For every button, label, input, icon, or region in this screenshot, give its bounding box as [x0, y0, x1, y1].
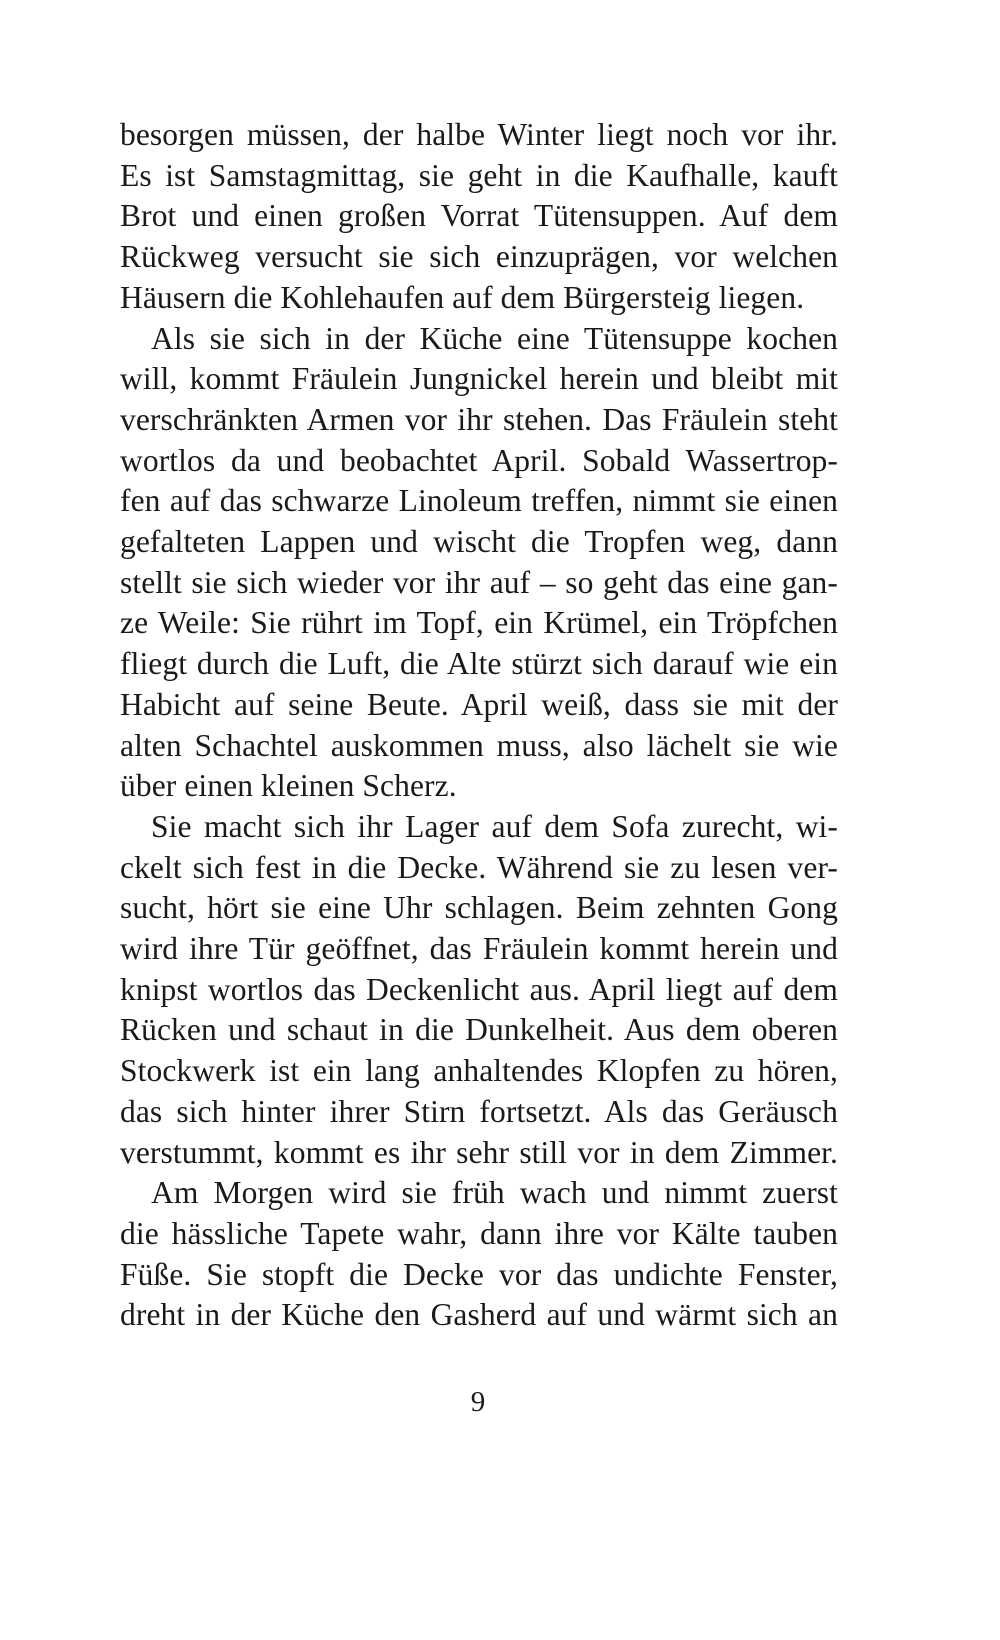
text-line: sucht, hört sie eine Uhr schlagen. Beim zehnten Gong: [120, 890, 838, 926]
text-line: will, kommt Fräulein Jungnickel herein und bleibt mit: [120, 361, 838, 397]
paragraph-2: [120, 319, 838, 807]
text-line: das sich hinter ihrer Stirn fortsetzt. Als das Geräusch: [120, 1093, 838, 1129]
text-line: Am Morgen wird sie früh wach und nimmt zuerst: [151, 1175, 838, 1211]
text-line: verschränkten Armen vor ihr stehen. Das Fräulein steht: [120, 401, 838, 437]
text-line: dreht in der Küche den Gasherd auf und wärmt sich an: [120, 1297, 838, 1333]
text-line: über einen kleinen Scherz.: [120, 768, 457, 804]
text-line: verstummt, kommt es ihr sehr still vor in dem Zimmer.: [120, 1134, 838, 1170]
text-line: Sie macht sich ihr Lager auf dem Sofa zurecht, wi-: [151, 808, 838, 844]
body-text: [120, 115, 838, 1336]
text-line: fen auf das schwarze Linoleum treffen, nimmt sie einen: [120, 483, 838, 519]
text-line: Es ist Samstagmittag, sie geht in die Kaufhalle, kauft: [120, 157, 838, 193]
paragraph-4: [120, 1173, 838, 1336]
paragraph-1: [120, 115, 838, 319]
text-line: die hässliche Tapete wahr, dann ihre vor Kälte tauben: [120, 1215, 838, 1251]
text-line: Brot und einen großen Vorrat Tütensuppen. Auf dem: [120, 198, 838, 234]
text-line: wortlos da und beobachtet April. Sobald Wassertrop-: [120, 442, 838, 478]
text-line: alten Schachtel auskommen muss, also lächelt sie wie: [120, 727, 838, 763]
text-line: ckelt sich fest in die Decke. Während sie zu lesen ver-: [120, 849, 838, 885]
text-line: Häusern die Kohlehaufen auf dem Bürgersteig liegen.: [120, 279, 805, 315]
text-line: Als sie sich in der Küche eine Tütensuppe kochen: [151, 320, 838, 356]
text-line: stellt sie sich wieder vor ihr auf – so geht das eine gan-: [120, 564, 838, 600]
text-line: wird ihre Tür geöffnet, das Fräulein kommt herein und: [120, 931, 838, 967]
text-line: fliegt durch die Luft, die Alte stürzt sich darauf wie ein: [120, 646, 838, 682]
text-line: Rücken und schaut in die Dunkelheit. Aus dem oberen: [120, 1012, 838, 1048]
text-line: ze Weile: Sie rührt im Topf, ein Krümel, ein Tröpfchen: [120, 605, 838, 641]
text-line: Stockwerk ist ein lang anhaltendes Klopfen zu hören,: [120, 1053, 838, 1089]
page-number: 9: [470, 1386, 486, 1418]
text-line: knipst wortlos das Deckenlicht aus. April liegt auf dem: [120, 971, 838, 1007]
text-line: Füße. Sie stopft die Decke vor das undichte Fenster,: [120, 1256, 838, 1292]
text-line: gefalteten Lappen und wischt die Tropfen weg, dann: [120, 524, 838, 560]
text-line: Rückweg versucht sie sich einzuprägen, vor welchen: [120, 239, 838, 275]
text-line: besorgen müssen, der halbe Winter liegt noch vor ihr.: [120, 117, 838, 152]
text-line: Habicht auf seine Beute. April weiß, dass sie mit der: [120, 686, 838, 722]
paragraph-3: [120, 807, 838, 1173]
